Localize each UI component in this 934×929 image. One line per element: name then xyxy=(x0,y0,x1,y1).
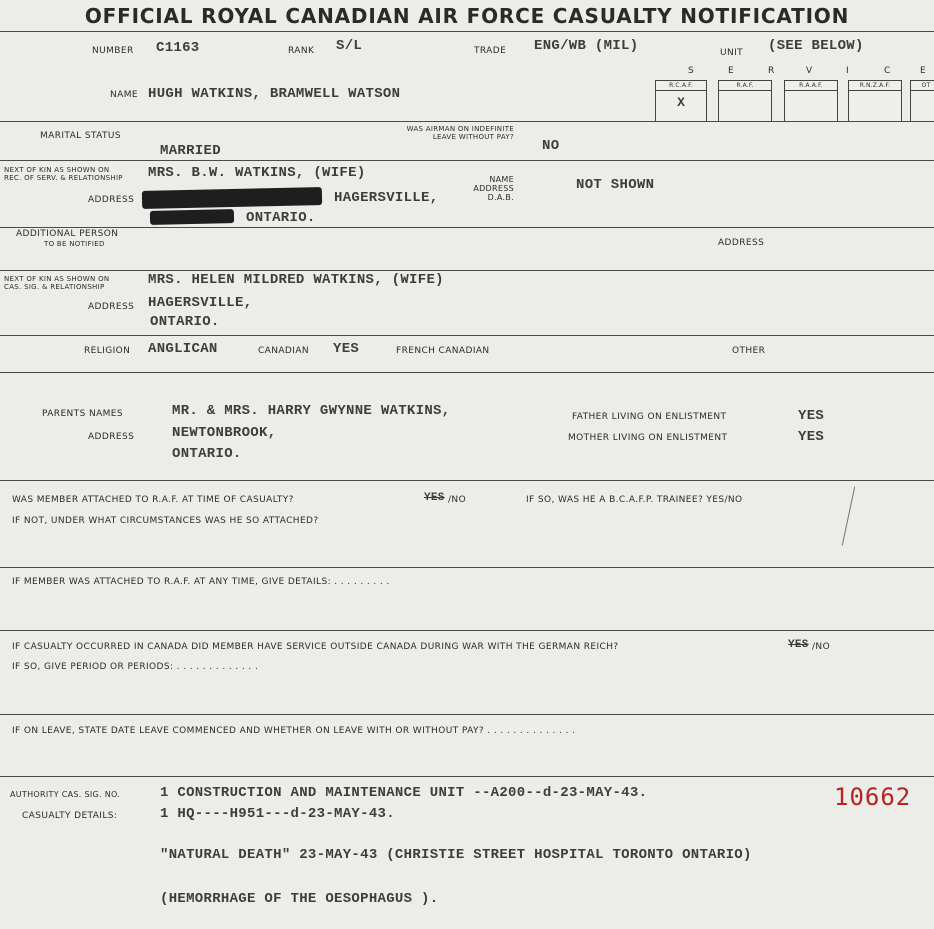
nok-cas-address-line1: HAGERSVILLE, xyxy=(148,295,253,311)
nok-rec-label-line: REC. OF SERV. & RELATIONSHIP xyxy=(4,174,123,182)
marital-status-value: MARRIED xyxy=(160,143,221,159)
trade-value: ENG/WB (MIL) xyxy=(534,38,639,54)
rank-value: S/L xyxy=(336,38,363,54)
canadian-value: YES xyxy=(333,341,360,357)
service-box-other xyxy=(910,80,934,122)
marital-status-label: MARITAL STATUS xyxy=(40,131,122,141)
religion-label: RELIGION xyxy=(84,346,131,356)
document-number: 10662 xyxy=(834,783,912,811)
casualty-details-label: CASUALTY DETAILS: xyxy=(22,811,118,821)
service-letter: E xyxy=(728,66,735,76)
service-box-label: OT xyxy=(911,81,934,91)
rule xyxy=(0,714,934,715)
additional-person-sublabel: TO BE NOTIFIED xyxy=(44,240,105,248)
form-title: OFFICIAL ROYAL CANADIAN AIR FORCE CASUALTY NOTIFICATION xyxy=(84,4,850,28)
parents-address-line1: NEWTONBROOK, xyxy=(172,425,277,441)
indefinite-leave-label-line: LEAVE WITHOUT PAY? xyxy=(432,133,514,141)
bcafp-trainee-question: IF SO, WAS HE A B.C.A.F.P. TRAINEE? YES/NO xyxy=(526,495,743,505)
service-letter: S xyxy=(688,66,695,76)
additional-address-label: ADDRESS xyxy=(718,238,765,248)
rule xyxy=(0,121,934,122)
nok-cas-label-line: NEXT OF KIN AS SHOWN ON xyxy=(4,275,110,283)
french-canadian-label: FRENCH CANADIAN xyxy=(396,346,490,356)
nok-cas-label-line: CAS. SIG. & RELATIONSHIP xyxy=(4,283,105,291)
service-outside-no: /NO xyxy=(812,642,831,652)
name-address-dab-label-line: NAME xyxy=(489,175,514,184)
service-outside-yes: YES xyxy=(788,639,809,651)
name-address-dab-label-line: ADDRESS xyxy=(473,184,514,193)
religion-other-label: OTHER xyxy=(732,346,766,356)
service-periods-question: IF SO, GIVE PERIOD OR PERIODS: . . . . . . . . . . . . . xyxy=(12,662,259,672)
number-value: C1163 xyxy=(156,40,200,56)
service-box-label: R.C.A.F. xyxy=(656,81,706,91)
number-label: NUMBER xyxy=(92,46,134,56)
raf-attached-yes: YES xyxy=(424,492,445,504)
parents-names-label: PARENTS NAMES xyxy=(42,409,124,419)
rule xyxy=(0,630,934,631)
service-letter: C xyxy=(884,66,891,76)
service-box-raf xyxy=(718,80,772,122)
nok-cas-label xyxy=(4,275,109,291)
rule xyxy=(0,480,934,481)
mother-living-label: MOTHER LIVING ON ENLISTMENT xyxy=(568,433,728,443)
service-letter: E xyxy=(920,66,927,76)
raf-details-question: IF MEMBER WAS ATTACHED TO R.A.F. AT ANY TIME, GIVE DETAILS: . . . . . . . . . xyxy=(12,577,390,587)
father-living-value: YES xyxy=(798,408,825,424)
casualty-details-line3: "NATURAL DEATH" 23-MAY-43 (CHRISTIE STREET HOSPITAL TORONTO ONTARIO) xyxy=(160,847,752,863)
authority-label: AUTHORITY CAS. SIG. NO. xyxy=(10,790,121,799)
raf-attached-no: /NO xyxy=(448,495,467,505)
service-letter: I xyxy=(846,66,850,76)
name-address-dab-value: NOT SHOWN xyxy=(576,177,655,193)
nok-rec-address-line1: HAGERSVILLE, xyxy=(334,190,439,206)
religion-value: ANGLICAN xyxy=(148,341,218,357)
indefinite-leave-value: NO xyxy=(542,138,560,154)
unit-value: (SEE BELOW) xyxy=(768,38,864,54)
name-address-dab-label-line: D.A.B. xyxy=(487,193,514,202)
nok-rec-value: MRS. B.W. WATKINS, (WIFE) xyxy=(148,165,366,181)
redaction-mark xyxy=(142,187,322,209)
nok-rec-address-line2: ONTARIO. xyxy=(246,210,316,226)
rule xyxy=(0,270,934,271)
unit-label: UNIT xyxy=(720,48,744,58)
service-letter: V xyxy=(806,66,813,76)
service-outside-question: IF CASUALTY OCCURRED IN CANADA DID MEMBER HAVE SERVICE OUTSIDE CANADA DURING WAR WITH THE GERMAN REICH? xyxy=(12,642,619,652)
indefinite-leave-label xyxy=(384,125,514,141)
father-living-label: FATHER LIVING ON ENLISTMENT xyxy=(572,412,727,422)
nok-cas-value: MRS. HELEN MILDRED WATKINS, (WIFE) xyxy=(148,272,444,288)
leave-question: IF ON LEAVE, STATE DATE LEAVE COMMENCED AND WHETHER ON LEAVE WITH OR WITHOUT PAY? . . . . . . . . . . . . . . xyxy=(12,726,576,736)
authority-value: 1 CONSTRUCTION AND MAINTENANCE UNIT --A200--d-23-MAY-43. xyxy=(160,785,648,801)
pen-stroke xyxy=(842,487,855,546)
rule xyxy=(0,776,934,777)
service-box-label: R.A.F. xyxy=(719,81,771,91)
parents-address-label: ADDRESS xyxy=(88,432,135,442)
nok-rec-label-line: NEXT OF KIN AS SHOWN ON xyxy=(4,166,110,174)
service-box-rcaf xyxy=(655,80,707,122)
service-box-label: R.A.A.F. xyxy=(785,81,837,91)
casualty-details-value: 1 HQ----H951---d-23-MAY-43. xyxy=(160,806,395,822)
nok-rec-label xyxy=(4,166,123,182)
name-label: NAME xyxy=(110,90,138,100)
redaction-mark xyxy=(150,209,234,225)
parents-address-line2: ONTARIO. xyxy=(172,446,242,462)
service-box-raaf xyxy=(784,80,838,122)
rule xyxy=(0,31,934,32)
name-value: HUGH WATKINS, BRAMWELL WATSON xyxy=(148,86,401,102)
service-box-rnzaf xyxy=(848,80,902,122)
service-box-label: R.N.Z.A.F. xyxy=(849,81,901,91)
additional-person-label: ADDITIONAL PERSON xyxy=(16,229,119,239)
rank-label: RANK xyxy=(288,46,315,56)
indefinite-leave-label-line: WAS AIRMAN ON INDEFINITE xyxy=(406,125,514,133)
raf-circumstances-question: IF NOT, UNDER WHAT CIRCUMSTANCES WAS HE SO ATTACHED? xyxy=(12,516,319,526)
nok-cas-address-line2: ONTARIO. xyxy=(150,314,220,330)
rule xyxy=(0,335,934,336)
nok-cas-address-label: ADDRESS xyxy=(88,302,135,312)
rule xyxy=(0,227,934,228)
mother-living-value: YES xyxy=(798,429,825,445)
parents-names-value: MR. & MRS. HARRY GWYNNE WATKINS, xyxy=(172,403,451,419)
rule xyxy=(0,567,934,568)
name-address-dab-label xyxy=(440,175,514,202)
nok-rec-address-label: ADDRESS xyxy=(88,195,135,205)
service-box-mark: X xyxy=(677,95,685,110)
service-letter: R xyxy=(768,66,775,76)
canadian-label: CANADIAN xyxy=(258,346,310,356)
casualty-details-line4: (HEMORRHAGE OF THE OESOPHAGUS ). xyxy=(160,891,439,907)
trade-label: TRADE xyxy=(474,46,507,56)
rule xyxy=(0,372,934,373)
raf-attached-question: WAS MEMBER ATTACHED TO R.A.F. AT TIME OF CASUALTY? xyxy=(12,495,294,505)
rule xyxy=(0,160,934,161)
